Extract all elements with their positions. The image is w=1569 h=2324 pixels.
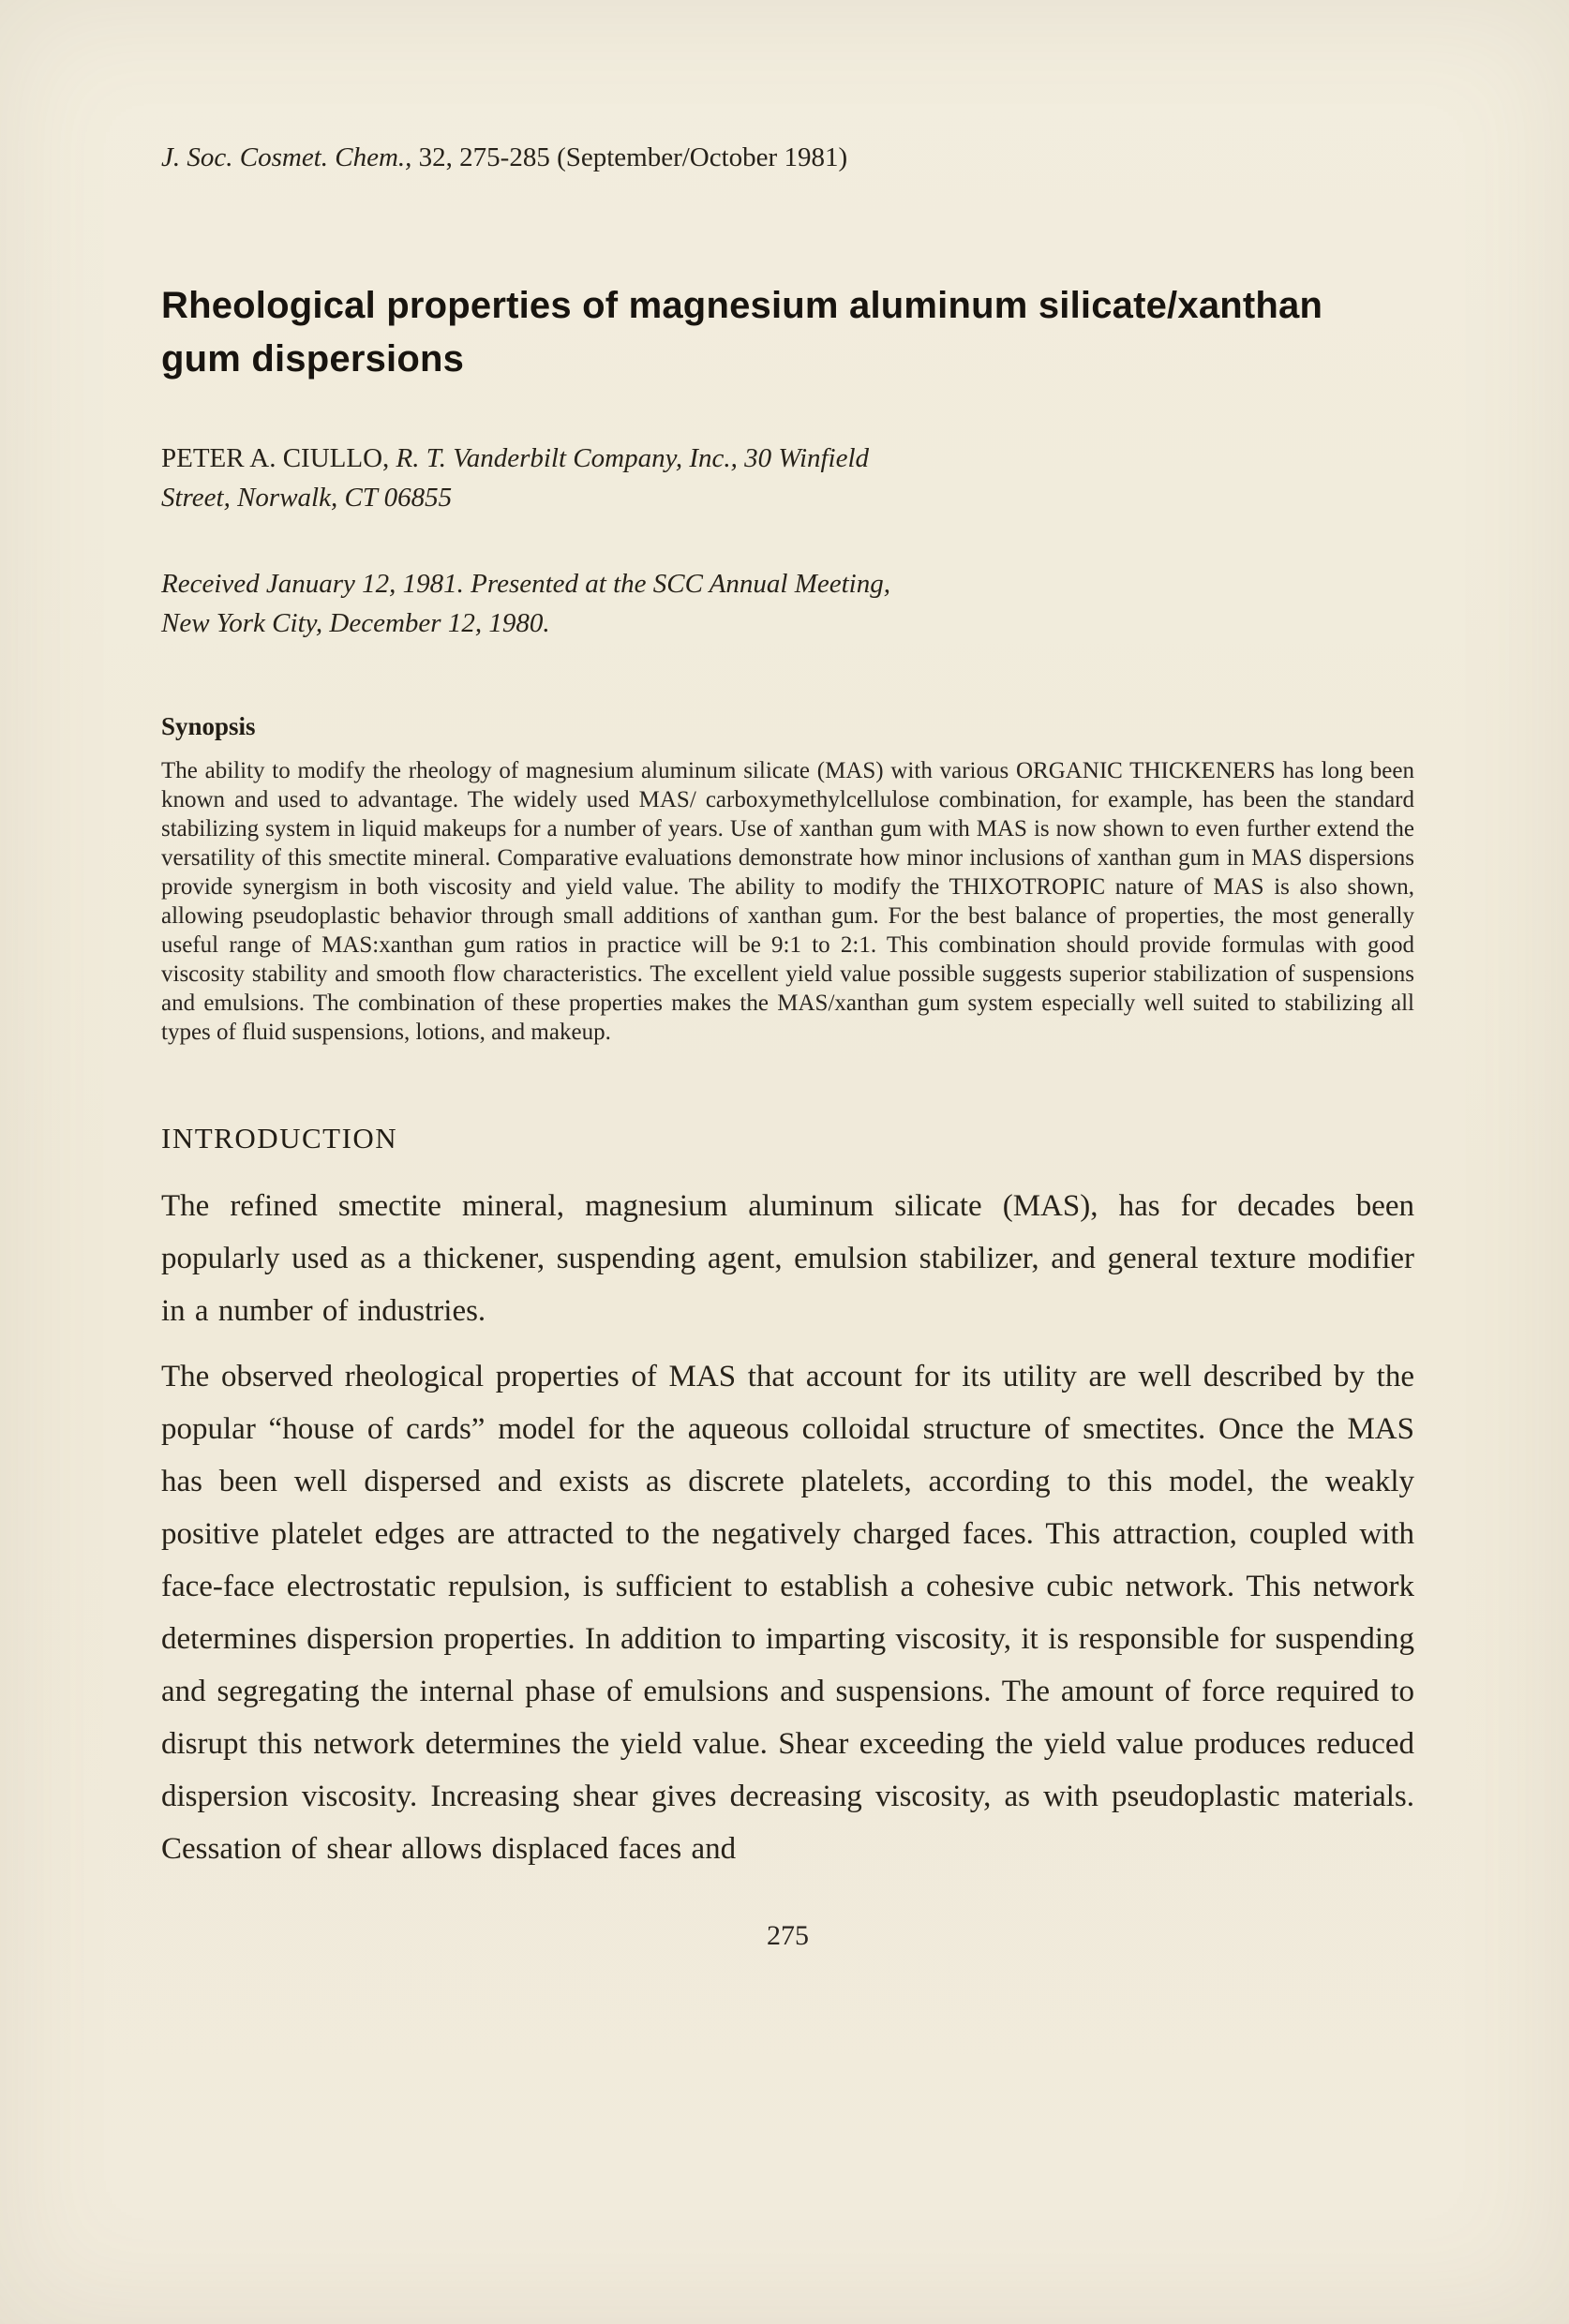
received-note-line-2: New York City, December 12, 1980.	[161, 608, 550, 638]
author-name: PETER A. CIULLO,	[161, 443, 390, 473]
introduction-heading: INTRODUCTION	[161, 1122, 398, 1155]
author-affiliation-continued: Street, Norwalk, CT 06855	[161, 483, 453, 513]
synopsis-body: The ability to modify the rheology of magnesium aluminum silicate (MAS) with various ORGANIC THICKENERS has long been known and used to advantage. The widely used MAS/ carboxymethylcellulose combination, for example, has been the standard stabilizing system in liquid makeups for a number of years. Use of xanthan gum with MAS is now shown to even further extend the versatility of this smectite mineral. Comparative evaluations demonstrate how minor inclusions of xanthan gum in MAS dispersions provide synergism in both viscosity and yield value. The ability to modify the THIXOTROPIC nature of MAS is also shown, allowing pseudoplastic behavior through small additions of xanthan gum. For the best balance of properties, the most generally useful range of MAS:xanthan gum ratios in practice will be 9:1 to 2:1. This combination should provide formulas with good viscosity stability and smooth flow characteristics. The excellent yield value possible suggests superior stabilization of suspensions and emulsions. The combination of these properties makes the MAS/xanthan gum system especially well suited to stabilizing all types of fluid suspensions, lotions, and makeup.	[161, 758, 1414, 1045]
synopsis-heading: Synopsis	[161, 712, 256, 740]
article-title-line-1: Rheological properties of magnesium aluminum silicate/xanthan	[161, 285, 1323, 326]
journal-pages-issue: 275-285 (September/October 1981)	[459, 142, 848, 172]
journal-name: J. Soc. Cosmet. Chem.,	[161, 142, 412, 172]
introduction-paragraph-2: The observed rheological properties of MAS that account for its utility are well described by the popular “house of cards” model for the aqueous colloidal structure of smectites. Once the MAS has been well dispersed and exists as discrete platelets, according to this model, the weakly positive platelet edges are attracted to the negatively charged faces. This attraction, coupled with face-face electrostatic repulsion, is sufficient to establish a cohesive cubic network. This network determines dispersion properties. In addition to imparting viscosity, it is responsible for suspending and segregating the internal phase of emulsions and suspensions. The amount of force required to disrupt this network determines the yield value. Shear exceeding the yield value produces reduced dispersion viscosity. Increasing shear gives decreasing viscosity, as with pseudoplastic materials. Cessation of shear allows displaced faces and	[161, 1360, 1414, 1866]
journal-volume: 32,	[418, 142, 453, 172]
page-number: 275	[767, 1920, 809, 1951]
author-affiliation: R. T. Vanderbilt Company, Inc., 30 Winfield	[396, 443, 870, 473]
received-note-line-1: Received January 12, 1981. Presented at the SCC Annual Meeting,	[161, 569, 890, 599]
journal-citation	[161, 141, 1414, 174]
author-affiliation-line	[161, 439, 1414, 517]
article-title-line-2: gum dispersions	[161, 338, 465, 380]
received-note	[161, 564, 1414, 643]
introduction-paragraph-1: The refined smectite mineral, magnesium aluminum silicate (MAS), has for decades been popularly used as a thickener, suspending agent, emulsion stabilizer, and general texture modifier in a number of industries.	[161, 1189, 1414, 1328]
article-title	[161, 279, 1414, 386]
